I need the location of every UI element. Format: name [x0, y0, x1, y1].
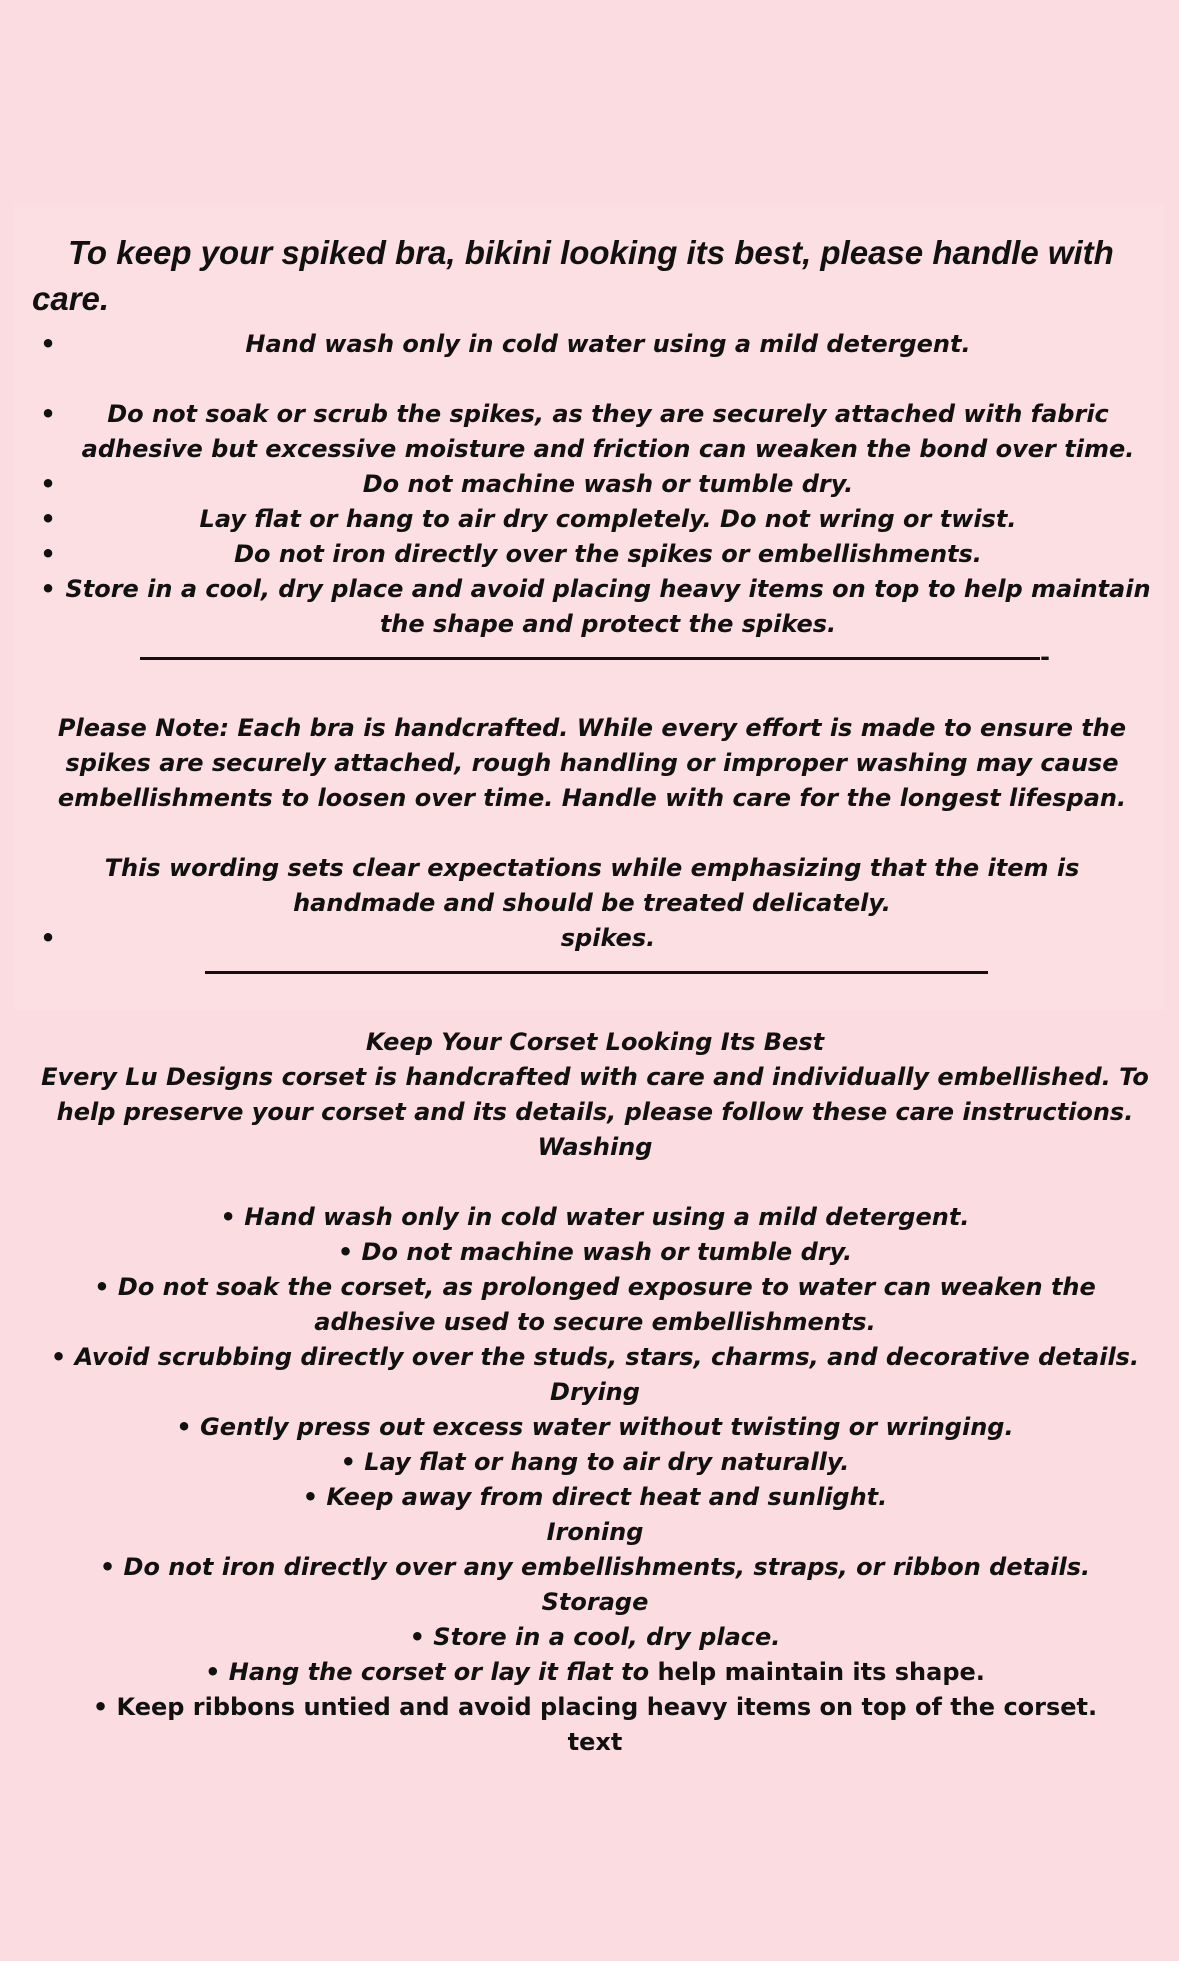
drying-line: • Lay flat or hang to air dry naturally.	[340, 1448, 850, 1476]
list-item	[32, 327, 1152, 362]
list-item-text: Do not machine wash or tumble dry.	[362, 470, 854, 498]
storage-line: • Keep ribbons untied and avoid placing heavy items on top of the corset.	[92, 1693, 1098, 1721]
corset-care-intro: Every Lu Designs corset is handcrafted with care and individually embellished. To help preserve your corset and its details, please follow these care instructions.	[41, 1063, 1149, 1126]
divider-line	[140, 657, 1040, 660]
ironing-line: • Do not iron directly over any embellishments, straps, or ribbon details.	[99, 1553, 1091, 1581]
list-item-text: Do not iron directly over the spikes or embellishments.	[234, 540, 982, 568]
storage-line-italic: • Hang the corset or lay it flat to	[205, 1658, 658, 1686]
bullet-icon: •	[40, 540, 56, 568]
storage-heading: Storage	[541, 1588, 649, 1616]
spiked-care-heading: To keep your spiked bra, bikini looking its best, please handle with care.	[32, 234, 1114, 317]
list-item	[32, 537, 1152, 572]
divider-tail: -	[1040, 643, 1050, 671]
spiked-care-list	[32, 327, 1152, 642]
list-item	[32, 921, 1152, 956]
drying-line: • Gently press out excess water without twisting or wringing.	[176, 1413, 1014, 1441]
bullet-icon: •	[40, 330, 56, 358]
list-item-text: Lay flat or hang to air dry completely. Do not wring or twist.	[199, 505, 1017, 533]
washing-line: • Hand wash only in cold water using a mild detergent.	[220, 1203, 970, 1231]
list-item	[32, 572, 1152, 642]
washing-line: • Avoid scrubbing directly over the studs, stars, charms, and decorative details.	[50, 1343, 1140, 1371]
list-item-text: Hand wash only in cold water using a mild detergent.	[245, 330, 971, 358]
storage-line: • Store in a cool, dry place.	[409, 1623, 781, 1651]
drying-line: • Keep away from direct heat and sunlight.	[302, 1483, 888, 1511]
list-item-text: Store in a cool, dry place and avoid placing heavy items on top to help maintain the shape and protect the spikes.	[65, 575, 1151, 638]
storage-line-plain: help maintain its shape.	[657, 1658, 985, 1686]
washing-line: • Do not soak the corset, as prolonged exposure to water can weaken the adhesive used to secure embellishments.	[94, 1273, 1096, 1336]
bullet-icon: •	[40, 575, 56, 603]
bullet-icon: •	[40, 470, 56, 498]
washing-line: • Do not machine wash or tumble dry.	[337, 1238, 853, 1266]
bullet-icon: •	[40, 924, 56, 952]
bullet-icon: •	[40, 400, 56, 428]
list-item-text: Do not soak or scrub the spikes, as they are securely attached with fabric adhesive but excessive moisture and friction can weaken the bond over time.	[81, 400, 1135, 463]
list-spacer	[32, 362, 1152, 397]
list-item-text: spikes.	[560, 924, 656, 952]
trailing-text: text	[567, 1728, 623, 1756]
washing-heading: Washing	[537, 1133, 653, 1161]
section-spacer	[30, 1165, 1160, 1200]
list-item	[32, 467, 1152, 502]
bullet-icon: •	[40, 505, 56, 533]
drying-heading: Drying	[550, 1378, 640, 1406]
wording-paragraph: This wording sets clear expectations while emphasizing that the item is handmade and should be treated delicately.	[104, 854, 1080, 917]
corset-care-section	[30, 1025, 1160, 1760]
corset-care-title: Keep Your Corset Looking Its Best	[365, 1028, 825, 1056]
storage-line	[30, 1655, 1160, 1690]
list-item	[32, 397, 1152, 467]
ironing-heading: Ironing	[546, 1518, 644, 1546]
list-item	[32, 502, 1152, 537]
please-note-paragraph: Please Note: Each bra is handcrafted. While every effort is made to ensure the spikes are securely attached, rough handling or improper washing may cause embellishments to loosen over time. Handle with care for the longest lifespan.	[57, 714, 1127, 812]
divider-line	[205, 971, 988, 974]
